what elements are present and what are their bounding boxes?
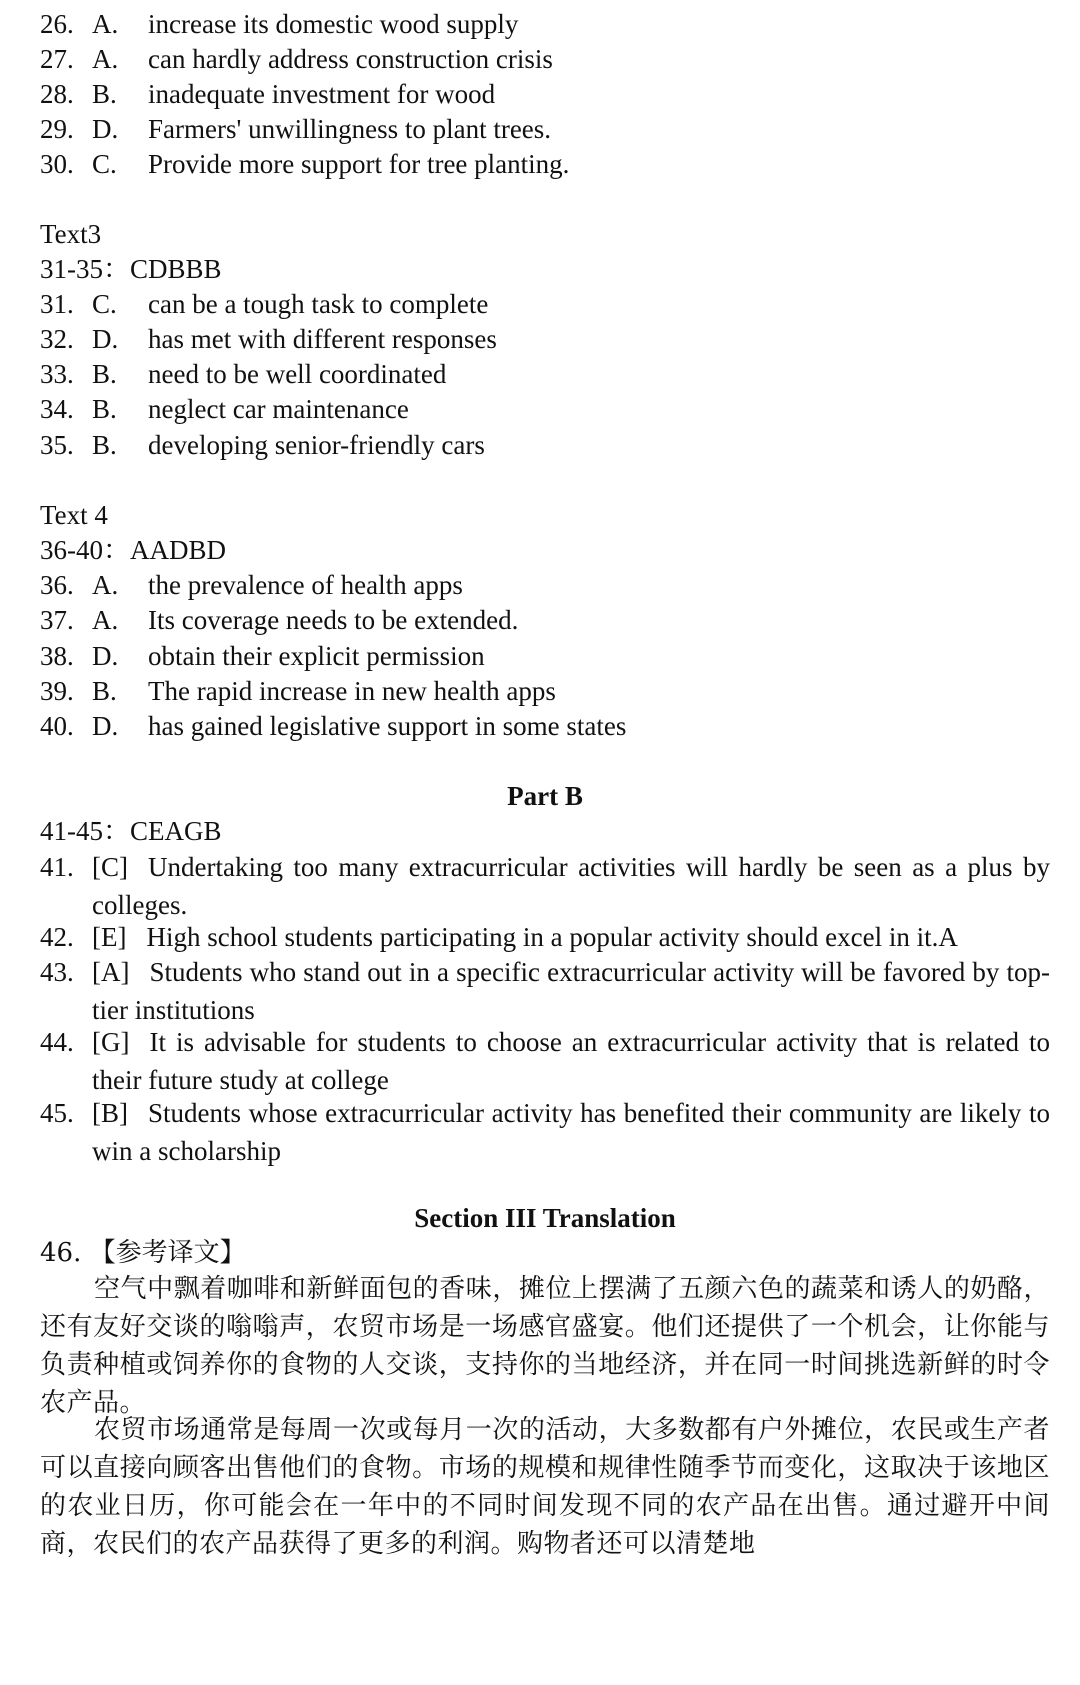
- part-b-summary: 41-45：CEAGB: [40, 816, 222, 846]
- answer-number: 33.: [40, 359, 74, 389]
- option-tag: [E]: [92, 922, 127, 952]
- answer-number: 34.: [40, 394, 74, 424]
- translation-paragraph-1: 空气中飘着咖啡和新鲜面包的香味，摊位上摆满了五颜六色的蔬菜和诱人的奶酪，还有友好交谈的嗡嗡声，农贸市场是一场感官盛宴。他们还提供了一个机会，让你能与负责种植或饲养你的食物的人交谈，支持你的当地经济，并在同一时间挑选新鲜的时令农产品。: [40, 1274, 1050, 1418]
- option-tag: [G]: [92, 1027, 130, 1057]
- answer-number: 35.: [40, 430, 74, 460]
- answer-text: The rapid increase in new health apps: [148, 676, 556, 706]
- answer-text: has met with different responses: [148, 324, 497, 354]
- answer-text: Farmers' unwillingness to plant trees.: [148, 114, 552, 144]
- answer-number: 38.: [40, 641, 74, 671]
- answer-text: can hardly address construction crisis: [148, 44, 553, 74]
- answer-letter: C.: [92, 289, 117, 319]
- answer-text: Provide more support for tree planting.: [148, 149, 570, 179]
- answer-text: can be a tough task to complete: [148, 289, 489, 319]
- text3-title: Text3: [40, 219, 102, 249]
- answer-number: 44.: [40, 1027, 74, 1057]
- answer-letter: B.: [92, 676, 117, 706]
- answer-number: 30.: [40, 149, 74, 179]
- answer-text: obtain their explicit permission: [148, 641, 485, 671]
- option-tag: [A]: [92, 957, 130, 987]
- answer-number: 32.: [40, 324, 74, 354]
- answer-text: the prevalence of health apps: [148, 570, 463, 600]
- answer-body: [92, 918, 1050, 956]
- answer-letter: D.: [92, 324, 119, 354]
- answer-number: 36.: [40, 570, 74, 600]
- answer-text: developing senior-friendly cars: [148, 430, 485, 460]
- answer-number: 42.: [40, 922, 74, 952]
- answer-text: High school students participating in a popular activity should excel in it.A: [146, 922, 958, 952]
- answer-number: 43.: [40, 957, 74, 987]
- answer-body: [92, 1094, 1050, 1170]
- text3-summary: 31-35：CDBBB: [40, 254, 222, 284]
- option-tag: [B]: [92, 1098, 128, 1128]
- option-tag: [C]: [92, 852, 128, 882]
- answer-text: Its coverage needs to be extended.: [148, 605, 519, 635]
- answer-letter: A.: [92, 570, 119, 600]
- answer-body: [92, 848, 1050, 924]
- answer-number: 41.: [40, 852, 74, 882]
- answer-letter: D.: [92, 641, 119, 671]
- answer-number: 37.: [40, 605, 74, 635]
- answer-letter: A.: [92, 44, 119, 74]
- answer-letter: B.: [92, 79, 117, 109]
- answer-text: increase its domestic wood supply: [148, 9, 519, 39]
- section3-heading: Section III Translation: [414, 1203, 676, 1233]
- answer-body: [92, 953, 1050, 1029]
- answer-letter: D.: [92, 114, 119, 144]
- answer-number: 31.: [40, 289, 74, 319]
- translation-paragraph-2: 农贸市场通常是每周一次或每月一次的活动，大多数都有户外摊位，农民或生产者可以直接向顾客出售他们的食物。市场的规模和规律性随季节而变化，这取决于该地区的农业日历，你可能会在一年中的不同时间发现不同的农产品在出售。通过避开中间商，农民们的农产品获得了更多的利润。购物者还可以清楚地: [40, 1415, 1050, 1559]
- answer-letter: D.: [92, 711, 119, 741]
- answer-number: 27.: [40, 44, 74, 74]
- answer-number: 40.: [40, 711, 74, 741]
- answer-letter: C.: [92, 149, 117, 179]
- answer-text: Undertaking too many extracurricular activities will hardly be seen as a plus by colleges.: [92, 852, 1050, 920]
- answer-text: inadequate investment for wood: [148, 79, 496, 109]
- answer-body: [92, 1023, 1050, 1099]
- answer-number: 28.: [40, 79, 74, 109]
- text4-title: Text 4: [40, 500, 108, 530]
- answer-text: need to be well coordinated: [148, 359, 447, 389]
- answer-number: 26.: [40, 9, 74, 39]
- answer-text: Students whose extracurricular activity has benefited their community are likely to win a scholarship: [92, 1098, 1050, 1166]
- part-b-heading: Part B: [507, 781, 583, 811]
- answer-letter: A.: [92, 605, 119, 635]
- answer-text: neglect car maintenance: [148, 394, 409, 424]
- item-46-label: 46. 【参考译文】: [40, 1238, 246, 1268]
- answer-letter: B.: [92, 359, 117, 389]
- answer-letter: B.: [92, 430, 117, 460]
- answer-text: has gained legislative support in some states: [148, 711, 627, 741]
- text4-summary: 36-40：AADBD: [40, 535, 226, 565]
- answer-letter: B.: [92, 394, 117, 424]
- answer-number: 29.: [40, 114, 74, 144]
- answer-letter: A.: [92, 9, 119, 39]
- answer-number: 45.: [40, 1098, 74, 1128]
- answer-text: Students who stand out in a specific extracurricular activity will be favored by top-tier institutions: [92, 957, 1050, 1025]
- answer-number: 39.: [40, 676, 74, 706]
- answer-text: It is advisable for students to choose an extracurricular activity that is related to their future study at college: [92, 1027, 1050, 1095]
